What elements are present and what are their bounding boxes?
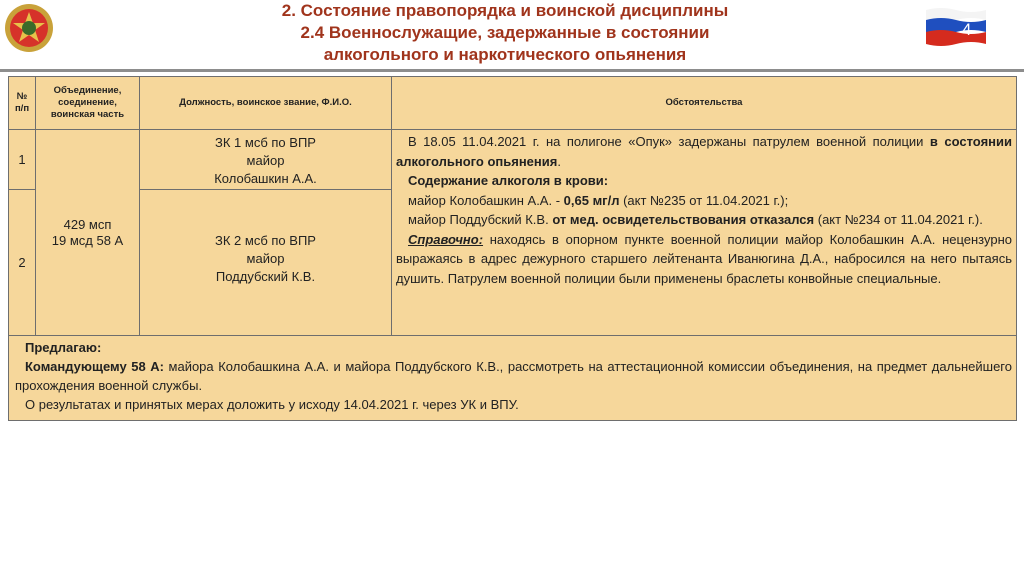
proposal-head-text: Предлагаю:	[25, 340, 102, 355]
army-emblem-icon	[4, 3, 54, 53]
russian-flag-icon	[926, 6, 986, 46]
circ-paragraph-2	[396, 171, 1012, 191]
unit-cell	[36, 130, 140, 336]
table-row	[9, 130, 1017, 190]
circ-bold: от мед. освидетельствования отказался	[552, 212, 815, 227]
circ-bold: в состоянии алкогольного опьянения	[396, 134, 1012, 169]
col-position: Должность, воинское звание, Ф.И.О.	[140, 77, 392, 130]
detainees-table	[8, 76, 1017, 421]
circ-paragraph-5	[396, 230, 1012, 289]
circ-paragraph-3	[396, 191, 1012, 211]
circ-text: майор Поддубский К.В.	[408, 212, 553, 227]
circ-text: .	[557, 153, 561, 169]
title-line-1: 2. Состояние правопорядка и воинской дисциплины	[281, 1, 729, 20]
slide-title	[120, 0, 890, 66]
circ-text: майор Колобашкин А.А. -	[408, 192, 564, 208]
proposal-cell	[9, 336, 1017, 421]
position-line-1: ЗК 1 мсб по ВПР	[215, 135, 316, 150]
proposal-line-1	[15, 357, 1012, 395]
col-unit-line2: соединение,	[58, 97, 117, 108]
col-circumstances: Обстоятельства	[392, 77, 1017, 130]
col-number-line1: №	[16, 91, 28, 102]
title-line-3: алкогольного и наркотического опьянения	[323, 45, 687, 64]
position-cell	[140, 190, 392, 336]
proposal-row	[9, 336, 1017, 421]
col-unit-line1: Объединение,	[53, 85, 122, 96]
row-number: 1	[9, 130, 36, 190]
circ-text: (акт №234 от 11.04.2021 г.).	[814, 212, 983, 227]
circ-bold: Содержание алкоголя в крови:	[408, 173, 609, 188]
proposal-head	[15, 338, 1012, 357]
col-number	[9, 77, 36, 130]
position-line-1: ЗК 2 мсб по ВПР	[215, 233, 316, 248]
circ-text: В 18.05 11.04.2021 г. на полигоне «Опук» задержаны патрулем военной полиции	[408, 134, 930, 149]
circumstances-cell	[392, 130, 1017, 336]
col-unit-line3: воинская часть	[50, 109, 125, 120]
unit-line-1: 429 мсп	[63, 216, 112, 232]
proposal-addressee: Командующему 58 А:	[25, 359, 164, 374]
col-unit	[36, 77, 140, 130]
position-line-2: майор	[246, 153, 285, 168]
table-header-row	[9, 77, 1017, 130]
slide-number: 4	[962, 20, 972, 39]
header-divider	[0, 69, 1024, 72]
col-number-line2: п/п	[14, 103, 30, 114]
position-line-3: Поддубский К.В.	[215, 269, 316, 284]
circ-paragraph-1	[396, 132, 1012, 171]
circ-note-label: Справочно:	[408, 231, 484, 247]
circ-bold: 0,65 мг/л	[563, 192, 620, 208]
position-cell	[140, 130, 392, 190]
circ-text: (акт №235 от 11.04.2021 г.);	[619, 192, 789, 208]
position-line-3: Колобашкин А.А.	[214, 171, 317, 186]
proposal-text: майора Колобашкина А.А. и майора Поддубского К.В., рассмотреть на аттестационной комиссии объединения, на предмет дальнейшего прохождения военной службы.	[15, 359, 1012, 393]
title-line-2: 2.4 Военнослужащие, задержанные в состоянии	[300, 23, 710, 42]
position-line-2: майор	[246, 251, 285, 266]
proposal-text: О результатах и принятых мерах доложить у исходу 14.04.2021 г. через УК и ВПУ.	[25, 397, 519, 412]
circ-paragraph-4	[396, 210, 1012, 230]
proposal-line-2	[15, 395, 1012, 414]
row-number: 2	[9, 190, 36, 336]
circ-text: находясь в опорном пункте военной полиции майор Колобашкин А.А. нецензурно выражаясь в адрес дежурного старшего лейтенанта Иванюгина Д.А., набросился на него пытаясь душить. Патрулем военной полиции были применены браслеты конвойные специальные.	[396, 231, 1012, 286]
unit-line-2: 19 мсд 58 А	[51, 232, 124, 248]
